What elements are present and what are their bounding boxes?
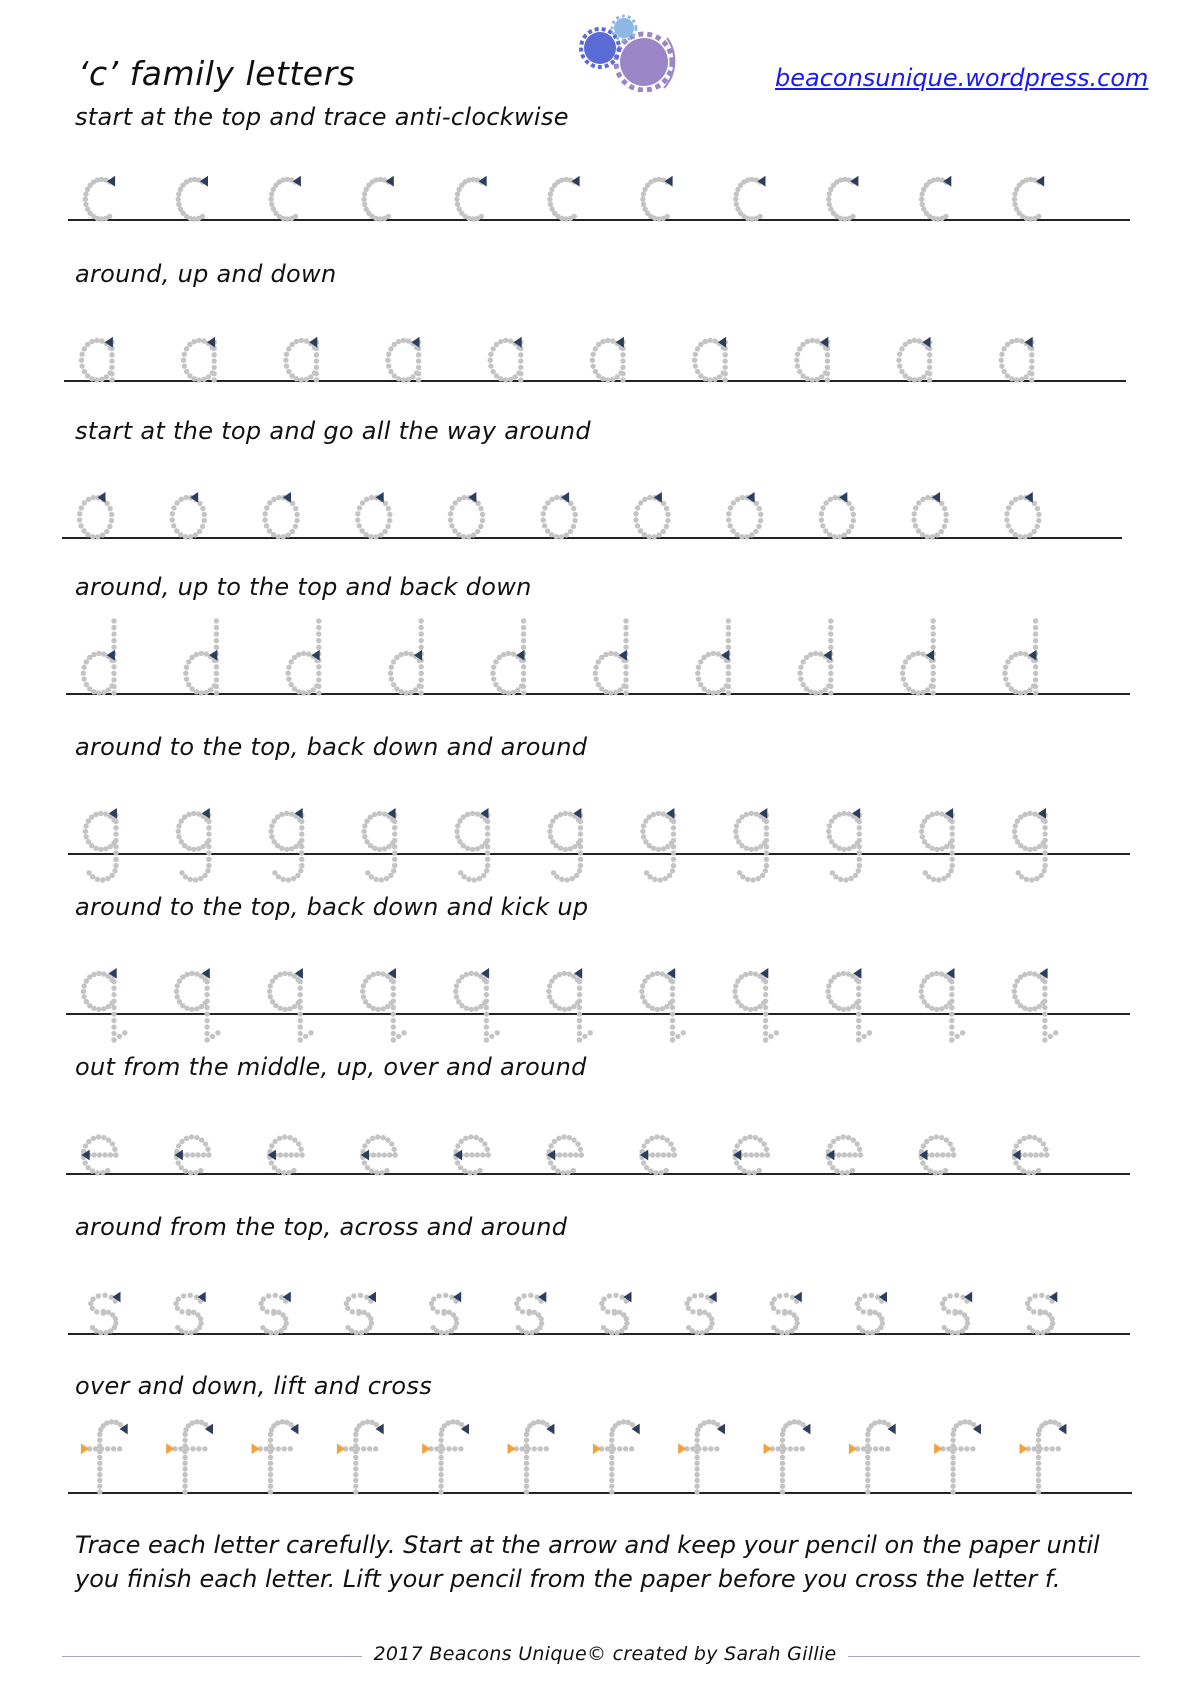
footer-credit: 2017 Beacons Unique© created by Sarah Gillie [373, 1643, 837, 1665]
dotted-letter-s[interactable] [173, 1292, 205, 1336]
cross-arrow-icon [422, 1443, 430, 1454]
traceable-letters [0, 1243, 1200, 1373]
traceable-letters [0, 923, 1200, 1053]
cross-arrow-icon [337, 1443, 345, 1454]
dotted-letter-q[interactable] [825, 968, 872, 1043]
dotted-letter-f[interactable] [764, 1419, 811, 1495]
dotted-letter-o[interactable] [170, 492, 207, 540]
dotted-letter-s[interactable] [258, 1292, 290, 1336]
traceable-letters [0, 290, 1200, 420]
dotted-letter-f[interactable] [81, 1419, 128, 1495]
dotted-letter-q[interactable] [360, 968, 407, 1043]
dotted-letter-f[interactable] [337, 1419, 384, 1495]
tracing-row-o [0, 417, 1200, 577]
dotted-letter-e[interactable] [267, 1134, 305, 1175]
traceable-letters [0, 1083, 1200, 1213]
dotted-letter-a[interactable] [999, 337, 1035, 383]
footer-divider-right [848, 1656, 1140, 1657]
traceable-letters [0, 763, 1200, 893]
row-instruction: around, up to the top and back down [75, 573, 532, 601]
dotted-letter-o[interactable] [355, 492, 392, 540]
tracing-row-d [0, 573, 1200, 733]
cross-arrow-icon [166, 1443, 174, 1454]
dotted-letter-o[interactable] [262, 492, 299, 540]
dotted-letter-g[interactable] [1012, 808, 1048, 883]
dotted-letter-s[interactable] [769, 1292, 801, 1336]
tracing-row-g [0, 733, 1200, 893]
row-instruction: around, up and down [75, 260, 337, 288]
dotted-letter-d[interactable] [388, 618, 424, 695]
tracing-row-a [0, 260, 1200, 420]
dotted-letter-a[interactable] [896, 337, 932, 383]
dotted-letter-a[interactable] [590, 337, 626, 383]
dotted-letter-a[interactable] [692, 337, 728, 383]
dotted-letter-o[interactable] [1004, 492, 1041, 540]
cross-arrow-icon [678, 1443, 686, 1454]
dotted-letter-g[interactable] [826, 808, 862, 883]
dotted-letter-f[interactable] [593, 1419, 640, 1495]
dotted-letter-f[interactable] [422, 1419, 469, 1495]
traceable-letters [0, 603, 1200, 733]
row-instruction: start at the top and go all the way around [75, 417, 591, 445]
dotted-letter-o[interactable] [448, 492, 485, 540]
dotted-letter-c[interactable] [83, 176, 115, 222]
row-instruction: around from the top, across and around [75, 1213, 568, 1241]
dotted-letter-c[interactable] [547, 176, 579, 222]
start-arrow-icon [386, 176, 394, 187]
dotted-letter-q[interactable] [1012, 968, 1059, 1043]
dotted-letter-c[interactable] [454, 176, 486, 222]
dotted-letter-c[interactable] [826, 176, 858, 222]
dotted-letter-g[interactable] [919, 808, 955, 883]
cross-arrow-icon [593, 1443, 601, 1454]
cross-arrow-icon [934, 1443, 942, 1454]
dotted-letter-q[interactable] [453, 968, 500, 1043]
traceable-letters [0, 133, 1200, 263]
dotted-letter-a[interactable] [385, 337, 421, 383]
dotted-letter-q[interactable] [174, 968, 221, 1043]
dotted-letter-f[interactable] [849, 1419, 896, 1495]
cross-arrow-icon [849, 1443, 857, 1454]
start-arrow-icon [943, 176, 951, 187]
dotted-letter-d[interactable] [695, 618, 731, 695]
row-instruction: around to the top, back down and around [75, 733, 588, 761]
dotted-letter-g[interactable] [733, 808, 769, 883]
dotted-letter-q[interactable] [267, 968, 314, 1043]
dotted-letter-g[interactable] [361, 808, 397, 883]
dotted-letter-g[interactable] [640, 808, 676, 883]
start-arrow-icon [1036, 176, 1044, 187]
dotted-letter-d[interactable] [1002, 618, 1038, 695]
dotted-letter-f[interactable] [166, 1419, 213, 1495]
tracing-row-e [0, 1053, 1200, 1213]
dotted-letter-s[interactable] [684, 1292, 716, 1336]
dotted-letter-e[interactable] [546, 1134, 584, 1175]
dotted-letter-e[interactable] [81, 1134, 119, 1175]
dotted-letter-c[interactable] [1012, 176, 1044, 222]
dotted-letter-e[interactable] [732, 1134, 770, 1175]
tracing-row-q [0, 893, 1200, 1053]
dotted-letter-c[interactable] [733, 176, 765, 222]
dotted-letter-f[interactable] [1020, 1419, 1067, 1495]
start-arrow-icon [665, 176, 673, 187]
dotted-letter-q[interactable] [732, 968, 779, 1043]
dotted-letter-d[interactable] [593, 618, 629, 695]
dotted-letter-c[interactable] [361, 176, 393, 222]
dotted-letter-d[interactable] [81, 618, 117, 695]
dotted-letter-g[interactable] [269, 808, 305, 883]
dotted-letter-o[interactable] [540, 492, 577, 540]
start-arrow-icon [293, 176, 301, 187]
dotted-letter-f[interactable] [934, 1419, 981, 1495]
dotted-letter-a[interactable] [283, 337, 319, 383]
dotted-letter-s[interactable] [1025, 1292, 1057, 1336]
dotted-letter-s[interactable] [88, 1292, 120, 1336]
tracing-row-f [0, 1372, 1200, 1532]
dotted-letter-q[interactable] [919, 968, 966, 1043]
dotted-letter-o[interactable] [819, 492, 856, 540]
cross-arrow-icon [252, 1443, 260, 1454]
dotted-letter-g[interactable] [547, 808, 583, 883]
start-arrow-icon [479, 176, 487, 187]
dotted-letter-a[interactable] [488, 337, 524, 383]
dotted-letter-o[interactable] [726, 492, 763, 540]
traceable-letters [0, 1402, 1200, 1532]
cross-arrow-icon [508, 1443, 516, 1454]
dotted-letter-d[interactable] [900, 618, 936, 695]
row-instruction: around to the top, back down and kick up [75, 893, 589, 921]
cross-arrow-icon [764, 1443, 772, 1454]
start-arrow-icon [107, 176, 115, 187]
dotted-letter-d[interactable] [798, 618, 834, 695]
start-arrow-icon [572, 176, 580, 187]
dotted-letter-s[interactable] [514, 1292, 546, 1336]
dotted-letter-s[interactable] [855, 1292, 887, 1336]
tracing-row-c [0, 103, 1200, 263]
instructions-note: Trace each letter carefully. Start at the arrow and keep your pencil on the paper until you finish each letter. Lift your pencil from the paper before you cross the letter f. [75, 1531, 1100, 1593]
tracing-row-s [0, 1213, 1200, 1373]
dotted-letter-s[interactable] [940, 1292, 972, 1336]
dotted-letter-e[interactable] [825, 1134, 863, 1175]
worksheet-title: ‘c’ family letters [78, 54, 356, 93]
dotted-letter-c[interactable] [176, 176, 208, 222]
cross-arrow-icon [81, 1443, 89, 1454]
dotted-letter-c[interactable] [269, 176, 301, 222]
dotted-letter-e[interactable] [919, 1134, 957, 1175]
dotted-letter-q[interactable] [639, 968, 686, 1043]
dotted-letter-a[interactable] [79, 337, 115, 383]
dotted-letter-q[interactable] [81, 968, 128, 1043]
dotted-letter-o[interactable] [911, 492, 948, 540]
dotted-letter-f[interactable] [252, 1419, 299, 1495]
dotted-letter-d[interactable] [490, 618, 526, 695]
dotted-letter-a[interactable] [794, 337, 830, 383]
dotted-letter-c[interactable] [640, 176, 672, 222]
gears-logo-icon [572, 14, 682, 92]
website-link[interactable]: beaconsunique.wordpress.com [775, 64, 1149, 92]
dotted-letter-e[interactable] [453, 1134, 491, 1175]
traceable-letters [0, 447, 1200, 577]
dotted-letter-f[interactable] [678, 1419, 725, 1495]
row-instruction: out from the middle, up, over and around [75, 1053, 587, 1081]
dotted-letter-e[interactable] [360, 1134, 398, 1175]
dotted-letter-d[interactable] [183, 618, 219, 695]
dotted-letter-c[interactable] [919, 176, 951, 222]
dotted-letter-s[interactable] [599, 1292, 631, 1336]
dotted-letter-e[interactable] [1012, 1134, 1050, 1175]
dotted-letter-e[interactable] [174, 1134, 212, 1175]
dotted-letter-o[interactable] [77, 492, 114, 540]
dotted-letter-s[interactable] [344, 1292, 376, 1336]
dotted-letter-o[interactable] [633, 492, 670, 540]
footer-divider-left [62, 1656, 362, 1657]
row-instruction: start at the top and trace anti-clockwise [75, 103, 569, 131]
dotted-letter-a[interactable] [181, 337, 217, 383]
dotted-letter-e[interactable] [639, 1134, 677, 1175]
dotted-letter-d[interactable] [286, 618, 322, 695]
start-arrow-icon [757, 176, 765, 187]
cross-arrow-icon [1020, 1443, 1028, 1454]
dotted-letter-q[interactable] [546, 968, 593, 1043]
dotted-letter-g[interactable] [176, 808, 212, 883]
dotted-letter-f[interactable] [508, 1419, 555, 1495]
dotted-letter-g[interactable] [454, 808, 490, 883]
dotted-letter-g[interactable] [83, 808, 119, 883]
row-instruction: over and down, lift and cross [75, 1372, 433, 1400]
start-arrow-icon [200, 176, 208, 187]
start-arrow-icon [850, 176, 858, 187]
dotted-letter-s[interactable] [429, 1292, 461, 1336]
